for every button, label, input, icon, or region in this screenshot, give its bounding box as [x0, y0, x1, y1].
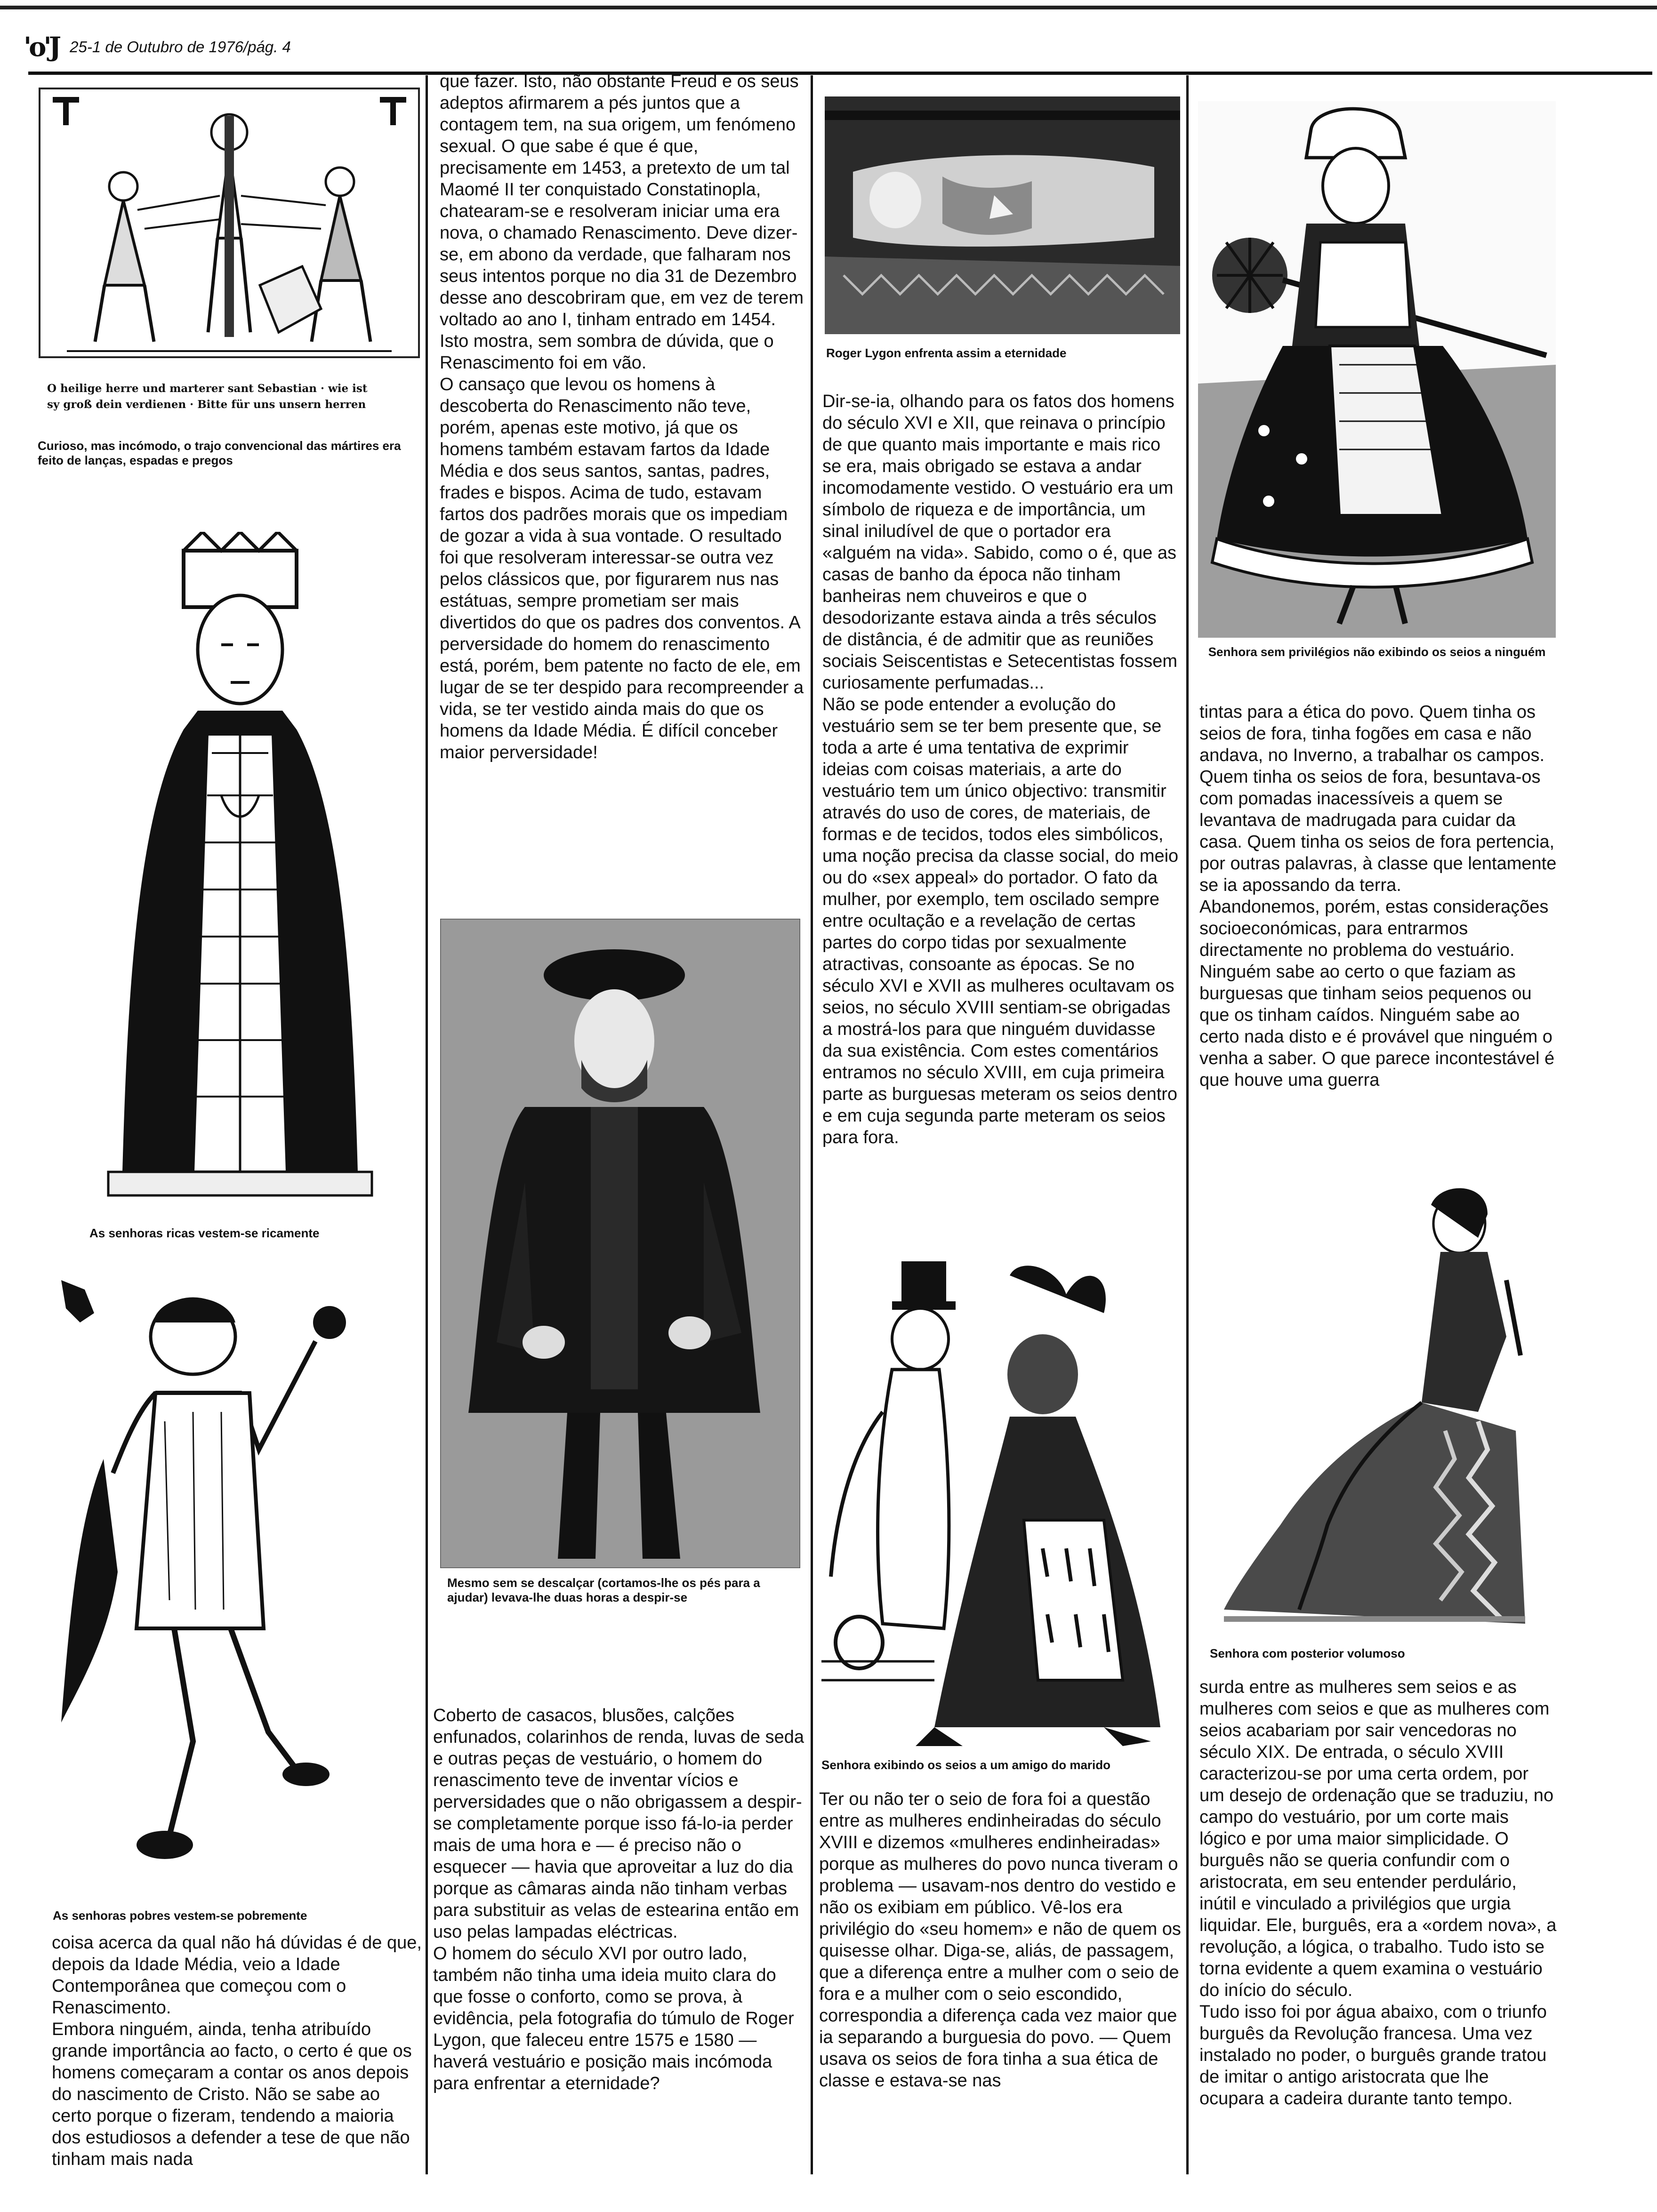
exhibit-caption: Senhora exibindo os seios a um amigo do marido	[821, 1758, 1111, 1772]
rich-lady-illustration	[89, 532, 391, 1205]
paragraph: Não se pode entender a evolução do vestuário sem se ter bem presente que, se toda a arte é uma tentativa de exprimir ideias com coisas materiais, a arte do vestuário tem um único objectivo: transmitir através do uso de cores, de materiais, de formas e de tecidos, todos eles simbólicos, uma noção precisa da classe social, do meio ou do «sex appeal» do portador. O fato da mulher, por exemplo, tem oscilado sempre entre ocultação e a revelação de certas partes do corpo tidas por sexualmente atractivas, consoante as épocas. Se no século XVI e XVII as mulheres ocultavam os seios, no século XVIII sentiam-se obrigadas a mostrá-los para que ninguém duvidasse da sua existência. Com estes comentários entramos no século XVIII, em cuja primeira parte as burguesas meteram os seios dentro e em cuja segunda parte meteram os seios para fora.	[822, 695, 1179, 1147]
col3-bottom-text	[819, 1788, 1182, 2092]
paragraph: coisa acerca da qual não há dúvidas é de que, depois da Idade Média, veio a Idade Contemporânea que começou com o Renascimento.	[52, 1933, 422, 2018]
paragraph: tintas para a ética do povo. Quem tinha os seios de fora, tinha fogões em casa e não andava, no Inverno, a trabalhar os campos. Quem tinha os seios de fora, besuntava-os com pomadas inacessíveis a quem se levantava de madrugada para cuidar da casa. Quem tinha os seios de fora pertencia, por outras palavras, à classe que lentamente se ia apossando da terra.	[1199, 702, 1557, 895]
paragraph: surda entre as mulheres sem seios e as mulheres com seios e que as mulheres com seios acabariam por sair vencedoras no século XIX. De entrada, o século XVIII caracterizou-se por uma certa ordem, por um desejo de ordenação que se traduziu, no campo do vestuário, por um corte mais lógico e por uma maior simplicidade. O burguês não se queria confundir com o aristocrata, em seu entender perdulário, inútil e vinculado a privilégios que urgia liquidar. Ele, burguês, era a «ordem nova», a revolução, a lógica, o trabalho. Tudo isto se torna evidente a quem examina o vestuário do início do século.	[1199, 1677, 1557, 2000]
page-header	[24, 28, 291, 66]
martyr-gothic-line2: sy groß dein verdienen · Bitte für uns unsern herren	[47, 398, 366, 411]
paragraph: Embora ninguém, ainda, tenha atribuído grande importância ao facto, o certo é que os homens começaram a contar os anos depois do nascimento de Cristo. Não se sabe ao certo porque o fizeram, tendendo a maioria dos estudiosos a defender a tese de que não tinham mais nada	[52, 2020, 412, 2169]
top-border	[0, 6, 1657, 9]
rich-caption: As senhoras ricas vestem-se ricamente	[89, 1226, 320, 1240]
martyr-gothic-line1: O heilige herre und marterer sant Sebastian · wie ist	[47, 382, 368, 395]
poor-caption: As senhoras pobres vestem-se pobremente	[53, 1908, 307, 1923]
martyr-caption: Curioso, mas incómodo, o trajo convencional das mártires era feito de lanças, espadas e pregos	[38, 439, 401, 467]
poor-lady-illustration	[52, 1271, 410, 1892]
col4-bottom-text	[1199, 1676, 1557, 2109]
paragraph: Abandonemos, porém, estas considerações socioeconómicas, para entrarmos directamente no problema do vestuário. Ninguém sabe ao certo o que faziam as burguesas que tinham seios pequenos ou que os tinham caídos. Ninguém sabe ao certo nada disto e é provável que ninguém o venha a saber. O que parece incontestável é que houve uma guerra	[1199, 897, 1555, 1090]
col4-top-text	[1199, 701, 1557, 1091]
man-caption: Mesmo sem se descalçar (cortamos-lhe os pés para a ajudar) levava-lhe duas horas a despir-se	[447, 1576, 760, 1604]
paragraph: Ter ou não ter o seio de fora foi a questão entre as mulheres endinheiradas do século XVIII e dizemos «mulheres endinheiradas» porque as mulheres do povo nunca tiveram o problema — usavam-nos dentro do vestido e não os exibiam em público. Vê-los era privilégio do «seu homem» e não de quem os quisesse olhar. Diga-se, aliás, de passagem, que a diferença entre a mulher com o seio de fora e a mulher com o seio escondido, correspondia a diferença cada vez maior que ia separando a burguesia do povo. — Quem usava os seios de fora tinha a sua ética de classe e estava-se nas	[819, 1789, 1181, 2091]
posterior-lady-illustration	[1224, 1186, 1525, 1633]
column-rule-3	[1186, 75, 1189, 2174]
paragraph: O homem do século XVI por outro lado, também não tinha uma ideia muito clara do que fosse o conforto, como se prova, à evidência, pela fotografia do túmulo de Roger Lygon, que faleceu entre 1575 e 1580 — haverá vestuário e posição mais incómoda para enfrentar a eternidade?	[433, 1944, 794, 2093]
header-rule	[28, 72, 1652, 75]
exhibit-lady-illustration	[821, 1257, 1182, 1751]
col1-bottom-text	[52, 1932, 424, 2170]
issue-date-page: 25-1 de Outubro de 1976/pág. 4	[70, 38, 291, 56]
paragraph: que fazer. Isto, não obstante Freud e os seus adeptos afirmarem a pés juntos que a contagem tem, na sua origem, um fenómeno sexual. O que sabe é que é que, precisamente em 1453, a pretexto de um tal Maomé II ter conquistado Constatinopla, chatearam-se e resolveram iniciar uma era nova, o chamado Renascimento. Deve dizer-se, em abono da verdade, que falharam nos seus intentos porque no dia 31 de Dezembro desse ano descobriram que, em vez de terem voltado ao ano I, tinham entrado em 1454. Isto mostra, sem sombra de dúvida, que o Renascimento foi em vão.	[440, 72, 804, 373]
tomb-photo	[825, 96, 1180, 334]
column-rule-1	[426, 75, 428, 2174]
col2-top-text	[440, 71, 804, 763]
paragraph: Coberto de casacos, blusões, calções enfunados, colarinhos de renda, luvas de seda e outras peças de vestuário, o homem do renascimento teve de inventar vícios e perversidades que o não obrigassem a despir-se completamente porque isso fá-lo-ia perder mais de uma hora e — é preciso não o esquecer — havia que aproveitar a luz do dia porque as câmaras ainda não tinham verbas para substituir as velas de estearina então em uso pelas lampadas eléctricas.	[433, 1706, 804, 1942]
posterior-caption: Senhora com posterior volumoso	[1210, 1646, 1405, 1660]
unprivileged-lady-illustration	[1198, 101, 1556, 638]
col3-top-text	[822, 391, 1180, 1148]
martyr-woodcut	[39, 88, 420, 358]
paragraph: Tudo isso foi por água abaixo, com o triunfo burguês da Revolução francesa. Uma vez instalado no poder, o burguês grande tratou de imitar o antigo aristocrata que lhe ocupara a cadeira durante tanto tempo.	[1199, 2002, 1547, 2108]
paragraph: Dir-se-ia, olhando para os fatos dos homens do século XVI e XII, que reinava o princípio de que quanto mais importante e mais rico se era, mais obrigado se estava a andar incomodamente vestido. O vestuário era um símbolo de riqueza e de importância, um sinal iniludível de que o portador era «alguém na vida». Sabido, como o é, que as casas de banho da época não tinham banheiras nem chuveiros e que o desodorizante estava ainda a três séculos de distância, é de admitir que as reuniões sociais Seiscentistas e Setecentistas fossem curiosamente perfumadas...	[822, 392, 1178, 693]
paragraph: O cansaço que levou os homens à descoberta do Renascimento não teve, porém, apenas este motivo, já que os homens também estavam fartos da Idade Média e dos seus santos, santas, padres, frades e bispos. Acima de tudo, estavam fartos dos padrões morais que os impediam de gozar a vida à sua vontade. O resultado foi que resolveram interessar-se outra vez pelos clássicos que, por figurarem nus nas estátuas, sempre prometiam ser mais divertidos do que os padres dos conventos. A perversidade do homem do renascimento está, porém, bem patente no facto de ele, em lugar de se ter despido para recompreender a vida, se ter vestido ainda mais do que os homens da Idade Média. É difícil conceber maior perversidade!	[440, 375, 804, 762]
renaissance-man-portrait	[440, 919, 800, 1568]
lygon-caption: Roger Lygon enfrenta assim a eternidade	[826, 346, 1067, 360]
privileges-caption: Senhora sem privilégios não exibindo os seios a ninguém	[1208, 645, 1546, 659]
column-rule-2	[811, 75, 813, 2174]
magazine-logo: 'o'J	[24, 32, 59, 63]
col2-bottom-text	[433, 1705, 805, 2094]
